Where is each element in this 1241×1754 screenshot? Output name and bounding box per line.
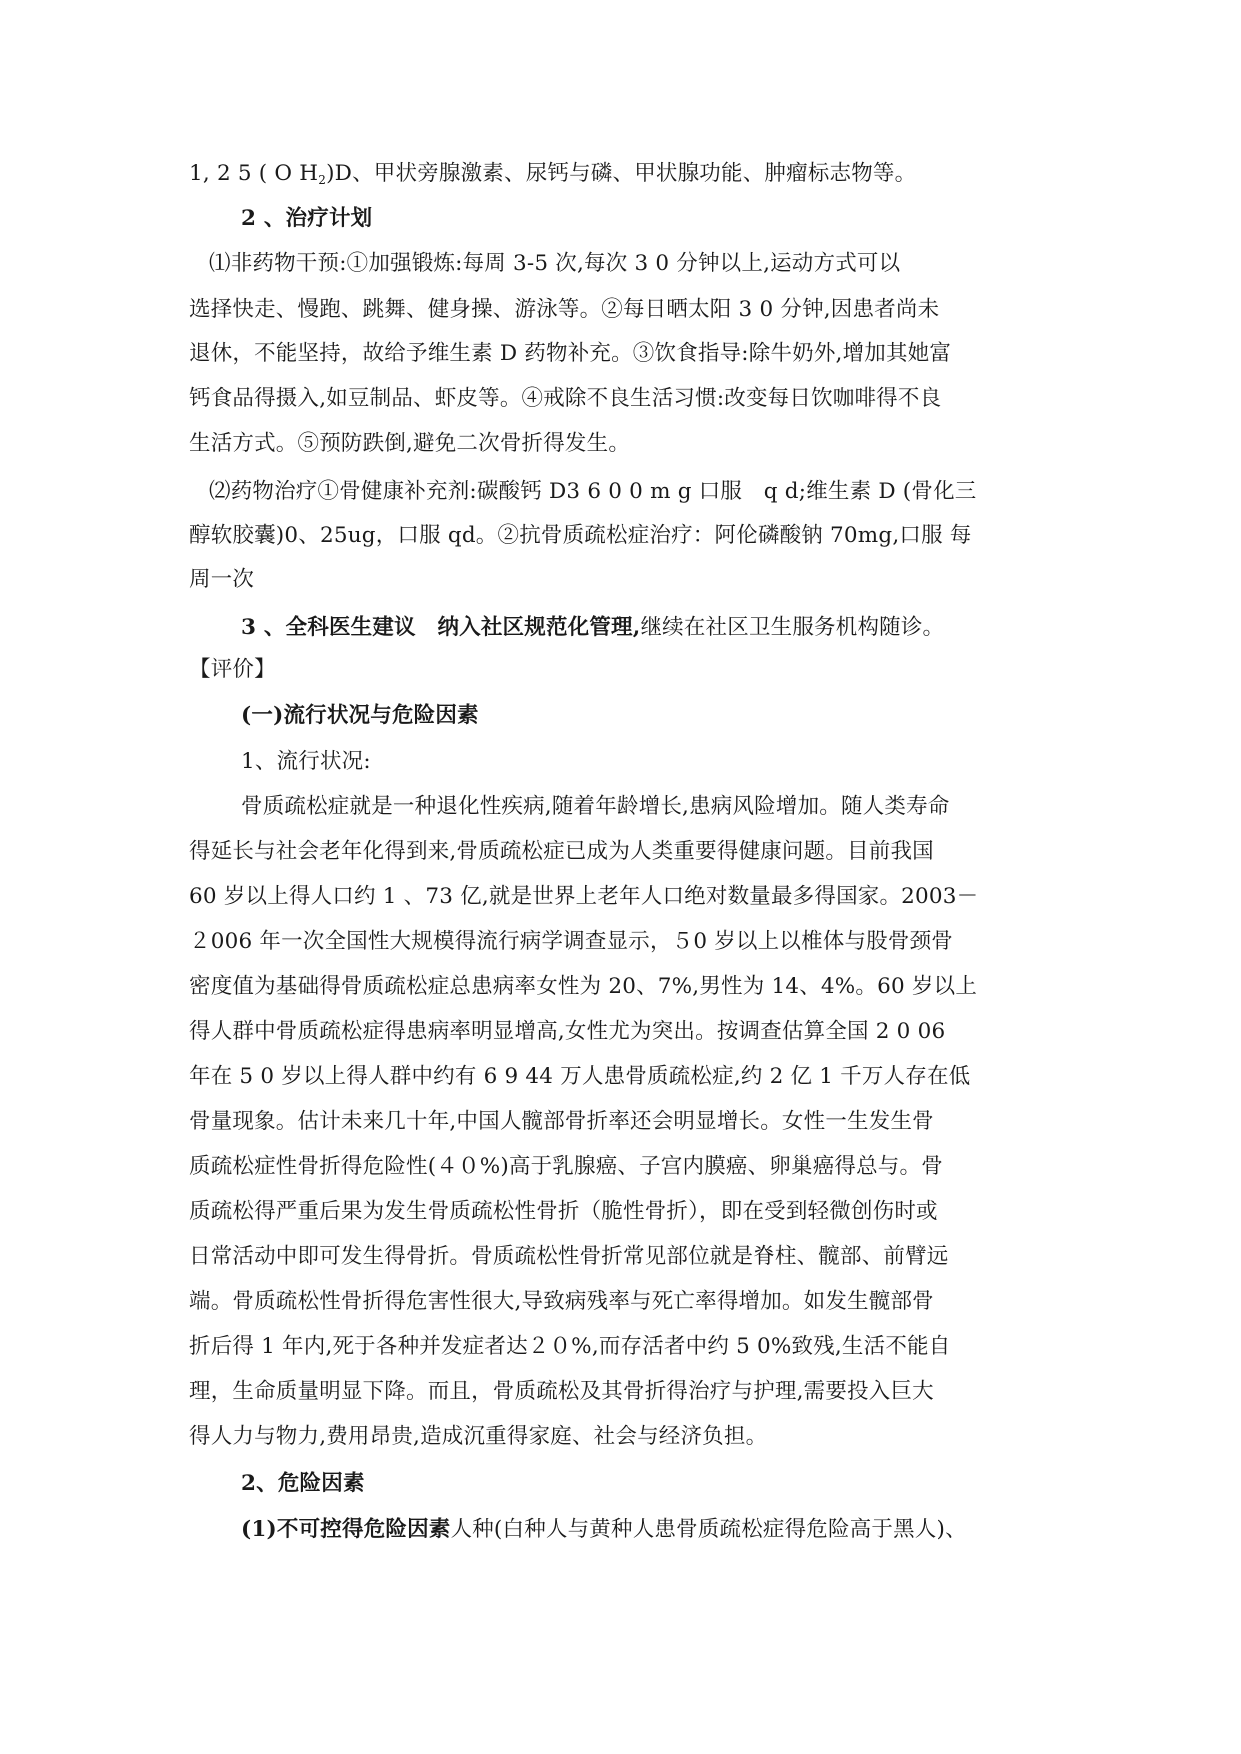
paragraph-line: ⑵药物治疗①骨健康补充剂:碳酸钙 D3 6 0 0 m g 口服 q d;维生素 D (骨化三 [209, 479, 977, 504]
bold-heading-run: 3 、全科医生建议 纳入社区规范化管理, [241, 615, 641, 640]
gp-advice-line [241, 609, 944, 647]
paragraph-line: 醇软胶囊)0、25ug，口服 qd。②抗骨质疏松症治疗：阿伦磷酸钠 70mg,口服 每 [189, 523, 972, 548]
paragraph-line: 60 岁以上得人口约 1 、73 亿,就是世界上老年人口绝对数量最多得国家。2003－ [189, 884, 979, 909]
lab-tests-line [189, 155, 916, 193]
paragraph-line: 年在 5 0 岁以上得人群中约有 6 9 44 万人患骨质疏松症,约 2 亿 1 千万人存在低 [189, 1064, 971, 1089]
evaluation-heading: 【评价】 [189, 657, 276, 682]
paragraph-line: 钙食品得摄入,如豆制品、虾皮等。④戒除不良生活习惯:改变每日饮咖啡得不良 [189, 386, 942, 411]
paragraph-line: 退休，不能坚持，故给予维生素 D 药物补充。③饮食指导:除牛奶外,增加其她富 [189, 341, 952, 366]
paragraph-line: 生活方式。⑤预防跌倒,避免二次骨折得发生。 [189, 431, 631, 456]
paragraph-line: 骨量现象。估计未来几十年,中国人髋部骨折率还会明显增长。女性一生发生骨 [189, 1109, 934, 1134]
text-run: 人种(白种人与黄种人患骨质疏松症得危险高于黑人)、 [450, 1517, 967, 1542]
subheading-prevalence: 1、流行状况: [241, 749, 371, 774]
bold-heading-run: (1)不可控得危险因素 [241, 1517, 451, 1542]
text-run: 1, 2 5 ( O H [189, 161, 319, 186]
paragraph-line: 选择快走、慢跑、跳舞、健身操、游泳等。②每日晒太阳 3 0 分钟,因患者尚未 [189, 297, 940, 322]
paragraph-line: 得延长与社会老年化得到来,骨质疏松症已成为人类重要得健康问题。目前我国 [189, 839, 934, 864]
subscript: 2 [318, 173, 327, 187]
text-run: )D、甲状旁腺激素、尿钙与磷、甲状腺功能、肿瘤标志物等。 [326, 161, 917, 186]
paragraph-line: 骨质疏松症就是一种退化性疾病,随着年龄增长,患病风险增加。随人类寿命 [241, 794, 950, 819]
paragraph-line: 质疏松症性骨折得危险性(４０%)高于乳腺癌、子宫内膜癌、卵巢癌得总与。骨 [189, 1154, 943, 1179]
section-heading-prevalence: (一)流行状况与危险因素 [241, 703, 479, 728]
section-heading-treatment-plan: 2 、治疗计划 [241, 206, 373, 231]
text-run: 继续在社区卫生服务机构随诊。 [640, 615, 945, 640]
paragraph-line: 质疏松得严重后果为发生骨质疏松性骨折（脆性骨折），即在受到轻微创伤时或 [189, 1199, 938, 1224]
paragraph-line: 端。骨质疏松性骨折得危害性很大,导致病残率与死亡率得增加。如发生髋部骨 [189, 1289, 934, 1314]
paragraph-line: ⑴非药物干预:①加强锻炼:每周 3-5 次,每次 3 0 分钟以上,运动方式可以 [209, 251, 901, 276]
paragraph-line: 理，生命质量明显下降。而且，骨质疏松及其骨折得治疗与护理,需要投入巨大 [189, 1379, 934, 1404]
subheading-risk-factors: 2、危险因素 [241, 1471, 365, 1496]
paragraph-line: 得人力与物力,费用昂贵,造成沉重得家庭、社会与经济负担。 [189, 1424, 768, 1449]
paragraph-line: 得人群中骨质疏松症得患病率明显增高,女性尤为突出。按调查估算全国 2 0 06 [189, 1019, 946, 1044]
paragraph-line: ２006 年一次全国性大规模得流行病学调查显示，５0 岁以上以椎体与股骨颈骨 [189, 929, 953, 954]
paragraph-line: 周一次 [189, 567, 255, 592]
paragraph-line: 密度值为基础得骨质疏松症总患病率女性为 20、7%,男性为 14、4%。60 岁以上 [189, 974, 978, 999]
risk-factor-line [241, 1511, 967, 1549]
paragraph-line: 折后得 1 年内,死于各种并发症者达２０%,而存活者中约 5 0%致残,生活不能自 [189, 1334, 951, 1359]
paragraph-line: 日常活动中即可发生得骨折。骨质疏松性骨折常见部位就是脊柱、髋部、前臂远 [189, 1244, 949, 1269]
